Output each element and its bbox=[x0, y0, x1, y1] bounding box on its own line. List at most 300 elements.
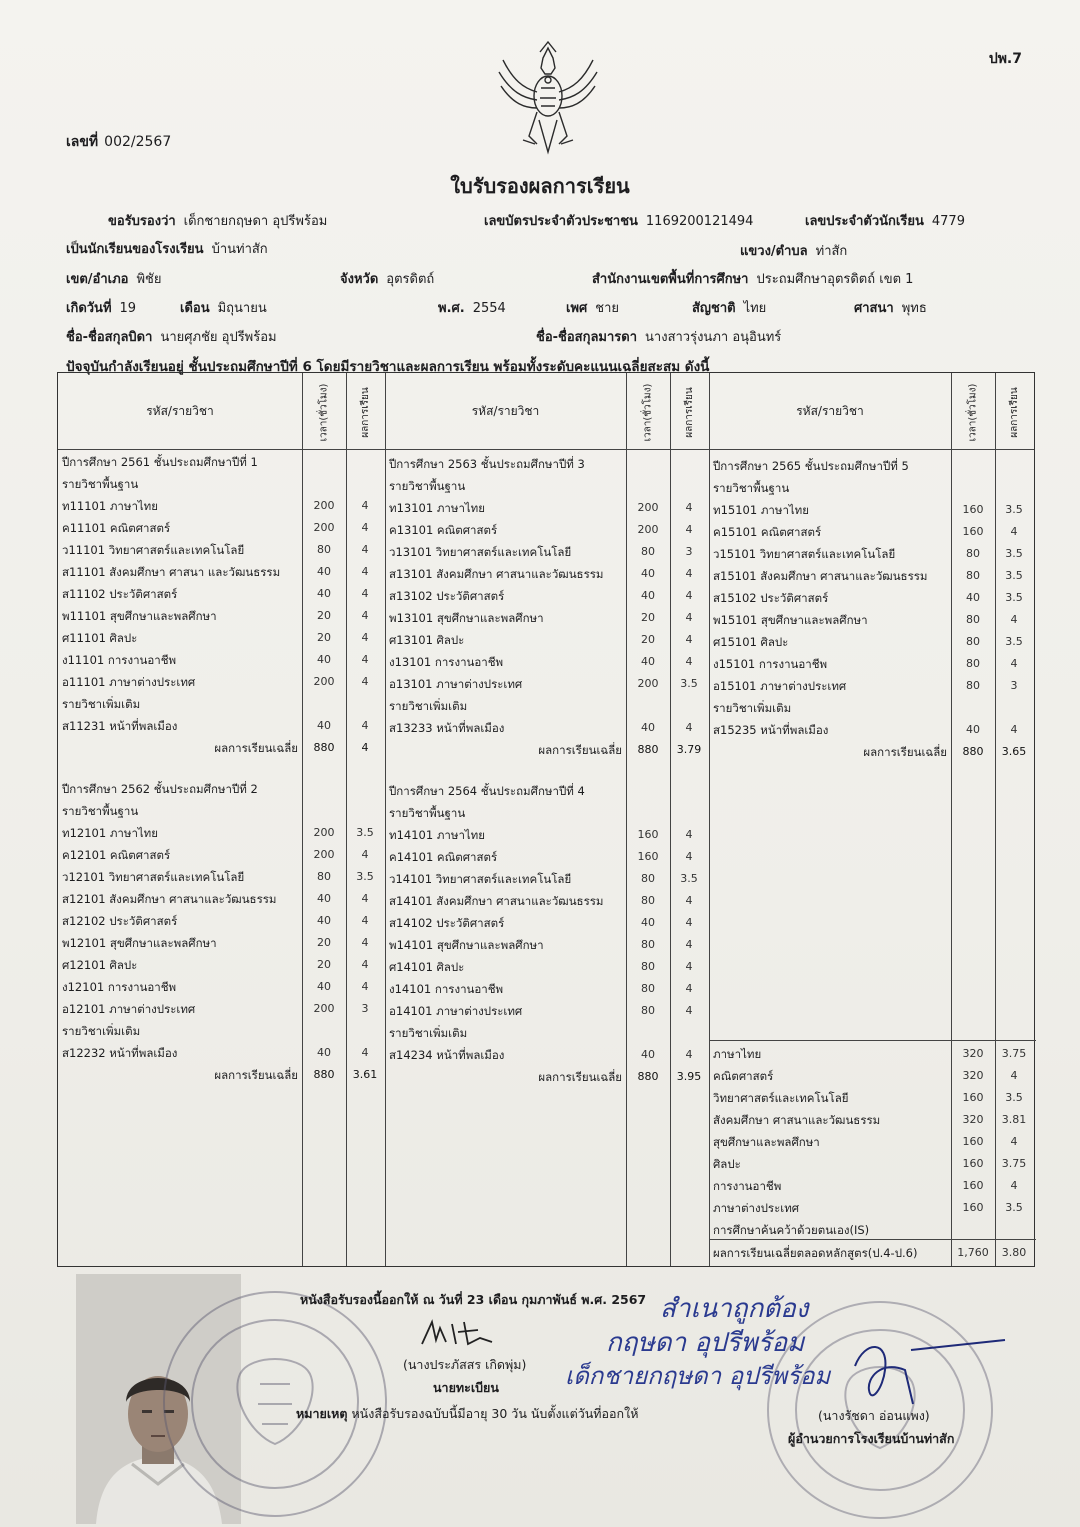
subject-row bbox=[709, 631, 1034, 653]
subject-row bbox=[709, 477, 1034, 499]
subject-name: ศ12101 ศิลปะ bbox=[62, 958, 138, 972]
subject-grade: 4 bbox=[361, 499, 369, 512]
summary-hours: 160 bbox=[962, 1157, 984, 1170]
subject-name: ว11101 วิทยาศาสตร์และเทคโนโลยี bbox=[62, 543, 245, 557]
school-label: เป็นนักเรียนของโรงเรียน bbox=[66, 242, 204, 257]
subject-row bbox=[58, 866, 385, 888]
subject-hours: 80 bbox=[641, 960, 655, 973]
summary-grade: 3.75 bbox=[1001, 1157, 1027, 1170]
summary-subject: คณิตศาสตร์ bbox=[713, 1069, 774, 1083]
summary-row bbox=[709, 1043, 1036, 1065]
subject-hours: 20 bbox=[641, 633, 655, 646]
average-row bbox=[58, 1064, 385, 1086]
summary-subject: วิทยาศาสตร์และเทคโนโลยี bbox=[713, 1091, 849, 1105]
subject-row bbox=[385, 912, 709, 934]
summary-subject: การงานอาชีพ bbox=[713, 1179, 782, 1193]
subject-grade: 4 bbox=[361, 609, 369, 622]
subject-hours: 40 bbox=[317, 892, 331, 905]
column-header-grade bbox=[995, 377, 1034, 447]
subject-hours: 80 bbox=[641, 938, 655, 951]
handwritten-certified-copy: สำเนาถูกต้อง bbox=[660, 1294, 809, 1324]
column-header-hours bbox=[626, 377, 670, 447]
subject-row bbox=[58, 671, 385, 693]
garuda-emblem bbox=[493, 40, 603, 158]
district-value: พิชัย bbox=[136, 272, 162, 287]
subject-grade: 4 bbox=[685, 982, 693, 995]
subject-grade: 3.5 bbox=[1005, 547, 1023, 560]
subject-name: ท12101 ภาษาไทย bbox=[62, 826, 158, 840]
registrar-signature bbox=[418, 1316, 508, 1350]
subject-name: ท14101 ภาษาไทย bbox=[389, 828, 485, 842]
subject-hours: 80 bbox=[966, 547, 980, 560]
subject-name: ง14101 การงานอาชีพ bbox=[389, 982, 504, 996]
subject-row bbox=[385, 453, 709, 475]
summary-row bbox=[709, 1175, 1036, 1197]
subject-name: รายวิชาพื้นฐาน bbox=[713, 481, 790, 495]
subject-hours: 40 bbox=[641, 589, 655, 602]
subject-row bbox=[709, 499, 1034, 521]
subject-hours: 80 bbox=[641, 545, 655, 558]
sex-label: เพศ bbox=[566, 301, 588, 316]
school-value: บ้านท่าสัก bbox=[211, 242, 268, 257]
subject-row bbox=[385, 717, 709, 739]
mother bbox=[536, 326, 781, 347]
father-value: นายศุภชัย อุปรีพร้อม bbox=[160, 330, 277, 345]
hours-header-label: เวลา(ชั่วโมง) bbox=[967, 383, 979, 441]
subject-name: รายวิชาพื้นฐาน bbox=[62, 477, 139, 491]
subject-grade: 4 bbox=[685, 850, 693, 863]
subject-grade: 4 bbox=[361, 848, 369, 861]
grade-header-label: ผลการเรียน bbox=[684, 386, 696, 438]
registrar-name: (นางประภัสสร เกิดพุ่ม) bbox=[403, 1357, 527, 1372]
subject-grade: 4 bbox=[361, 914, 369, 927]
subject-row bbox=[385, 585, 709, 607]
subject-name: ง12101 การงานอาชีพ bbox=[62, 980, 177, 994]
subject-grade: 4 bbox=[361, 892, 369, 905]
form-code: ปพ.7 bbox=[988, 51, 1022, 67]
subject-row bbox=[385, 519, 709, 541]
subject-row bbox=[58, 517, 385, 539]
subject-grade: 4 bbox=[685, 1048, 693, 1061]
dob-day-value: 19 bbox=[119, 301, 137, 316]
subject-name: ค12101 คณิตศาสตร์ bbox=[62, 848, 171, 862]
subject-name: ค11101 คณิตศาสตร์ bbox=[62, 521, 171, 535]
subject-grade: 4 bbox=[361, 1046, 369, 1059]
subject-row bbox=[385, 824, 709, 846]
subject-hours: 20 bbox=[641, 611, 655, 624]
subject-grade: 3.5 bbox=[680, 872, 698, 885]
subject-name: ค13101 คณิตศาสตร์ bbox=[389, 523, 498, 537]
column-header-hours bbox=[951, 377, 995, 447]
subject-row bbox=[58, 539, 385, 561]
column-header-subject: รหัส/รายวิชา bbox=[471, 403, 540, 418]
subject-name: ปีการศึกษา 2564 ชั้นประถมศึกษาปีที่ 4 bbox=[389, 784, 585, 798]
page-title: ใบรับรองผลการเรียน bbox=[450, 174, 630, 198]
subject-grade: 3.95 bbox=[676, 1070, 702, 1083]
subject-hours: 880 bbox=[637, 1070, 659, 1083]
subject-row bbox=[709, 697, 1034, 719]
summary-subject: สังคมศึกษา ศาสนาและวัฒนธรรม bbox=[713, 1113, 881, 1127]
hours-header-label: เวลา(ชั่วโมง) bbox=[318, 383, 330, 441]
subject-grade: 4 bbox=[1010, 525, 1018, 538]
overall-average-label: ผลการเรียนเฉลี่ยตลอดหลักสูตร(ป.4-ป.6) bbox=[713, 1246, 918, 1260]
intro-text: ปัจจุบันกำลังเรียนอยู่ ชั้นประถมศึกษาปีที่ 6 โดยมีรายวิชาและผลการเรียน พร้อมทั้งระดับคะแนนเฉลี่ยสะสม ดังนี้ bbox=[66, 359, 710, 375]
overall-average-row bbox=[709, 1242, 1036, 1264]
subject-name: ว13101 วิทยาศาสตร์และเทคโนโลยี bbox=[389, 545, 572, 559]
subject-hours: 40 bbox=[317, 1046, 331, 1059]
subject-row bbox=[58, 693, 385, 715]
student-name: เด็กชายกฤษดา อุปรีพร้อม bbox=[183, 214, 328, 229]
subject-row bbox=[385, 1000, 709, 1022]
registrar-title: นายทะเบียน bbox=[433, 1380, 499, 1395]
handwritten-student-name: กฤษดา อุปรีพร้อม bbox=[606, 1328, 805, 1358]
director-signature bbox=[845, 1330, 1015, 1410]
subject-name: ง15101 การงานอาชีพ bbox=[713, 657, 828, 671]
subject-row bbox=[709, 455, 1034, 477]
subject-name: รายวิชาเพิ่มเติม bbox=[389, 699, 468, 713]
subject-row bbox=[58, 844, 385, 866]
summary-row bbox=[709, 1197, 1036, 1219]
mother-value: นางสาวรุ่งนภา อนุอินทร์ bbox=[645, 330, 782, 345]
subject-hours: 880 bbox=[313, 741, 335, 754]
subject-row bbox=[58, 976, 385, 998]
area-value: ประถมศึกษาอุตรดิตถ์ เขต 1 bbox=[756, 272, 914, 287]
subject-grade: 3 bbox=[361, 1002, 369, 1015]
column-header-grade bbox=[670, 377, 709, 447]
summary-grade: 3.75 bbox=[1001, 1047, 1027, 1060]
student-id-value: 4779 bbox=[931, 214, 965, 229]
summary-subject: ภาษาไทย bbox=[713, 1047, 762, 1061]
subject-grade: 4 bbox=[361, 675, 369, 688]
subject-hours: 80 bbox=[641, 982, 655, 995]
subject-hours: 40 bbox=[317, 980, 331, 993]
subject-name: ปีการศึกษา 2562 ชั้นประถมศึกษาปีที่ 2 bbox=[62, 782, 258, 796]
column-header-grade bbox=[346, 377, 385, 447]
district-label: เขต/อำเภอ bbox=[66, 272, 129, 287]
subject-hours: 20 bbox=[317, 936, 331, 949]
subject-name: ส11102 ประวัติศาสตร์ bbox=[62, 587, 178, 601]
doc-no-label: เลขที่ bbox=[66, 134, 99, 150]
subject-hours: 40 bbox=[641, 916, 655, 929]
citizen-id bbox=[484, 210, 753, 231]
subject-hours: 200 bbox=[313, 521, 335, 534]
subdistrict-label: แขวง/ตำบล bbox=[740, 244, 808, 259]
subject-row bbox=[58, 473, 385, 495]
subject-hours: 80 bbox=[966, 635, 980, 648]
subject-name: ง13101 การงานอาชีพ bbox=[389, 655, 504, 669]
summary-row bbox=[709, 1131, 1036, 1153]
subject-name: ว14101 วิทยาศาสตร์และเทคโนโลยี bbox=[389, 872, 572, 886]
subject-name: รายวิชาพื้นฐาน bbox=[389, 806, 466, 820]
handwritten-full-name: เด็กชายกฤษดา อุปรีพร้อม bbox=[565, 1362, 831, 1390]
subject-hours: 40 bbox=[641, 721, 655, 734]
subject-row bbox=[58, 778, 385, 800]
summary-hours: 320 bbox=[962, 1047, 984, 1060]
subject-name: ส11231 หน้าที่พลเมือง bbox=[62, 719, 178, 733]
subject-name: ว15101 วิทยาศาสตร์และเทคโนโลยี bbox=[713, 547, 896, 561]
subject-name: พ12101 สุขศึกษาและพลศึกษา bbox=[62, 936, 217, 950]
subject-name: ส13101 สังคมศึกษา ศาสนาและวัฒนธรรม bbox=[389, 567, 604, 581]
subject-hours: 40 bbox=[317, 565, 331, 578]
subject-row bbox=[58, 954, 385, 976]
subject-grade: 4 bbox=[685, 828, 693, 841]
subject-hours: 80 bbox=[966, 613, 980, 626]
summary-row bbox=[709, 1087, 1036, 1109]
subject-grade: 3.5 bbox=[680, 677, 698, 690]
subject-row bbox=[58, 451, 385, 473]
subject-name: รายวิชาพื้นฐาน bbox=[389, 479, 466, 493]
subject-name: ส12232 หน้าที่พลเมือง bbox=[62, 1046, 178, 1060]
summary-grade: 3.81 bbox=[1001, 1113, 1027, 1126]
subject-hours: 20 bbox=[317, 958, 331, 971]
subject-hours: 40 bbox=[317, 914, 331, 927]
student-id-label: เลขประจำตัวนักเรียน bbox=[805, 214, 924, 229]
summary-subject: การศึกษาค้นคว้าด้วยตนเอง(IS) bbox=[713, 1223, 870, 1237]
overall-grade: 3.80 bbox=[1001, 1246, 1027, 1259]
subject-grade: 3.5 bbox=[1005, 569, 1023, 582]
summary-hours: 320 bbox=[962, 1113, 984, 1126]
subject-row bbox=[709, 521, 1034, 543]
subject-name: อ13101 ภาษาต่างประเทศ bbox=[389, 677, 523, 691]
summary-grade: 3.5 bbox=[1005, 1091, 1023, 1104]
summary-hours: 320 bbox=[962, 1069, 984, 1082]
subject-grade: 3 bbox=[685, 545, 693, 558]
subject-name: รายวิชาเพิ่มเติม bbox=[389, 1026, 468, 1040]
subject-name: ส15102 ประวัติศาสตร์ bbox=[713, 591, 829, 605]
subject-name: ท15101 ภาษาไทย bbox=[713, 503, 809, 517]
average-label: ผลการเรียนเฉลี่ย bbox=[538, 1070, 622, 1084]
subject-name: ปีการศึกษา 2561 ชั้นประถมศึกษาปีที่ 1 bbox=[62, 455, 258, 469]
student-id bbox=[805, 210, 965, 231]
subject-hours: 160 bbox=[962, 503, 984, 516]
subject-row bbox=[385, 934, 709, 956]
dob-day bbox=[66, 297, 136, 318]
subject-hours: 80 bbox=[641, 894, 655, 907]
subject-row bbox=[58, 998, 385, 1020]
subject-hours: 200 bbox=[637, 677, 659, 690]
subject-grade: 4 bbox=[685, 523, 693, 536]
subject-grade: 4 bbox=[361, 980, 369, 993]
subject-row bbox=[58, 495, 385, 517]
summary-subject: ศิลปะ bbox=[713, 1157, 741, 1171]
dob-month-value: มิถุนายน bbox=[217, 301, 267, 316]
summary-row bbox=[709, 1065, 1036, 1087]
subject-row bbox=[58, 822, 385, 844]
grade-header-label: ผลการเรียน bbox=[360, 386, 372, 438]
subject-name: ศ14101 ศิลปะ bbox=[389, 960, 465, 974]
subject-row bbox=[58, 932, 385, 954]
province bbox=[340, 268, 434, 289]
subject-grade: 4 bbox=[685, 611, 693, 624]
subject-grade: 3 bbox=[1010, 679, 1018, 692]
subject-name: รายวิชาเพิ่มเติม bbox=[62, 697, 141, 711]
subject-hours: 200 bbox=[313, 499, 335, 512]
subject-name: ส12102 ประวัติศาสตร์ bbox=[62, 914, 178, 928]
subject-name: รายวิชาพื้นฐาน bbox=[62, 804, 139, 818]
subject-name: ส11101 สังคมศึกษา ศาสนา และวัฒนธรรม bbox=[62, 565, 281, 579]
column-header-hours bbox=[302, 377, 346, 447]
subject-hours: 80 bbox=[641, 872, 655, 885]
average-row bbox=[709, 741, 1034, 763]
subject-grade: 4 bbox=[1010, 613, 1018, 626]
subject-name: ศ13101 ศิลปะ bbox=[389, 633, 465, 647]
province-value: อุตรดิตถ์ bbox=[386, 272, 435, 287]
average-row bbox=[385, 1066, 709, 1088]
subject-name: ส13233 หน้าที่พลเมือง bbox=[389, 721, 505, 735]
subject-grade: 4 bbox=[361, 719, 369, 732]
subject-name: ท11101 ภาษาไทย bbox=[62, 499, 158, 513]
issued-statement: หนังสือรับรองนี้ออกให้ ณ วันที่ 23 เดือน กุมภาพันธ์ พ.ศ. 2567 bbox=[300, 1292, 647, 1307]
subject-row bbox=[385, 607, 709, 629]
summary-grade: 4 bbox=[1010, 1069, 1018, 1082]
district bbox=[66, 268, 161, 289]
subject-grade: 4 bbox=[361, 521, 369, 534]
subject-row bbox=[385, 846, 709, 868]
subject-grade: 4 bbox=[361, 936, 369, 949]
average-row bbox=[58, 737, 385, 759]
subject-hours: 40 bbox=[966, 723, 980, 736]
subject-hours: 40 bbox=[317, 719, 331, 732]
subject-hours: 40 bbox=[641, 655, 655, 668]
note-label: หมายเหตุ bbox=[296, 1406, 348, 1421]
subject-row bbox=[58, 715, 385, 737]
month-label: เดือน bbox=[180, 301, 210, 316]
subject-row bbox=[58, 561, 385, 583]
subject-hours: 160 bbox=[637, 828, 659, 841]
subject-hours: 40 bbox=[317, 587, 331, 600]
subject-row bbox=[385, 1044, 709, 1066]
subject-name: รายวิชาเพิ่มเติม bbox=[62, 1024, 141, 1038]
subject-row bbox=[385, 868, 709, 890]
subject-row bbox=[58, 910, 385, 932]
summary-grade: 3.5 bbox=[1005, 1201, 1023, 1214]
subject-grade: 3.61 bbox=[352, 1068, 378, 1081]
subject-row bbox=[385, 890, 709, 912]
year-label: พ.ศ. bbox=[438, 301, 465, 316]
subject-hours: 80 bbox=[317, 543, 331, 556]
subject-row bbox=[709, 543, 1034, 565]
subject-name: พ13101 สุขศึกษาและพลศึกษา bbox=[389, 611, 544, 625]
average-row bbox=[385, 739, 709, 761]
subject-name: ศ11101 ศิลปะ bbox=[62, 631, 138, 645]
subject-grade: 4 bbox=[685, 960, 693, 973]
subject-row bbox=[385, 673, 709, 695]
subject-name: ส14102 ประวัติศาสตร์ bbox=[389, 916, 505, 930]
subject-hours: 200 bbox=[637, 523, 659, 536]
subject-grade: 4 bbox=[685, 938, 693, 951]
subject-row bbox=[709, 587, 1034, 609]
subject-name: ส15235 หน้าที่พลเมือง bbox=[713, 723, 829, 737]
subject-name: ค15101 คณิตศาสตร์ bbox=[713, 525, 822, 539]
nationality bbox=[692, 297, 766, 318]
subject-hours: 80 bbox=[641, 1004, 655, 1017]
subject-grade: 3.5 bbox=[356, 826, 374, 839]
subject-row bbox=[58, 888, 385, 910]
subject-row bbox=[385, 1022, 709, 1044]
subject-grade: 4 bbox=[685, 633, 693, 646]
nationality-label: สัญชาติ bbox=[692, 301, 736, 316]
subject-hours: 200 bbox=[637, 501, 659, 514]
subject-row bbox=[385, 629, 709, 651]
summary-subject: สุขศึกษาและพลศึกษา bbox=[713, 1135, 820, 1149]
director-title: ผู้อำนวยการโรงเรียนบ้านท่าสัก bbox=[788, 1431, 955, 1446]
subject-hours: 80 bbox=[966, 679, 980, 692]
subject-grade: 4 bbox=[361, 741, 369, 754]
sex bbox=[566, 297, 619, 318]
subject-name: พ11101 สุขศึกษาและพลศึกษา bbox=[62, 609, 217, 623]
area-label: สำนักงานเขตพื้นที่การศึกษา bbox=[592, 272, 749, 287]
subject-grade: 4 bbox=[361, 653, 369, 666]
subject-row bbox=[58, 1020, 385, 1042]
subject-hours: 200 bbox=[313, 675, 335, 688]
subject-row bbox=[385, 541, 709, 563]
religion-value: พุทธ bbox=[901, 301, 927, 316]
overall-hours: 1,760 bbox=[957, 1246, 989, 1259]
subject-grade: 4 bbox=[361, 958, 369, 971]
average-label: ผลการเรียนเฉลี่ย bbox=[863, 745, 947, 759]
average-label: ผลการเรียนเฉลี่ย bbox=[214, 1068, 298, 1082]
father bbox=[66, 326, 277, 347]
summary-hours: 160 bbox=[962, 1091, 984, 1104]
certify-label: ขอรับรองว่า bbox=[108, 214, 176, 229]
subject-grade: 4 bbox=[685, 894, 693, 907]
dob-year bbox=[438, 297, 506, 318]
sex-value: ชาย bbox=[595, 301, 620, 316]
subject-hours: 200 bbox=[313, 826, 335, 839]
subject-hours: 880 bbox=[962, 745, 984, 758]
subject-name: พ14101 สุขศึกษาและพลศึกษา bbox=[389, 938, 544, 952]
subject-name: ง11101 การงานอาชีพ bbox=[62, 653, 177, 667]
subject-grade: 4 bbox=[361, 543, 369, 556]
subject-row bbox=[709, 609, 1034, 631]
summary-grade: 4 bbox=[1010, 1135, 1018, 1148]
subject-row bbox=[385, 651, 709, 673]
document-number bbox=[66, 131, 171, 153]
subject-grade: 4 bbox=[685, 916, 693, 929]
certify-line bbox=[108, 210, 327, 231]
summary-grade: 4 bbox=[1010, 1179, 1018, 1192]
subject-hours: 80 bbox=[317, 870, 331, 883]
summary-hours: 160 bbox=[962, 1135, 984, 1148]
subject-hours: 20 bbox=[317, 609, 331, 622]
subject-grade: 3.5 bbox=[1005, 635, 1023, 648]
doc-no-value: 002/2567 bbox=[104, 134, 172, 150]
subject-grade: 4 bbox=[685, 1004, 693, 1017]
summary-row bbox=[709, 1153, 1036, 1175]
subject-row bbox=[385, 563, 709, 585]
school-line bbox=[66, 238, 268, 259]
subject-name: ท13101 ภาษาไทย bbox=[389, 501, 485, 515]
header-divider bbox=[58, 449, 1034, 450]
summary-row bbox=[709, 1219, 1036, 1241]
subject-hours: 80 bbox=[966, 569, 980, 582]
subject-name: รายวิชาเพิ่มเติม bbox=[713, 701, 792, 715]
dob-year-value: 2554 bbox=[472, 301, 506, 316]
nationality-value: ไทย bbox=[743, 301, 767, 316]
subject-row bbox=[385, 956, 709, 978]
subject-hours: 40 bbox=[641, 1048, 655, 1061]
subject-name: ปีการศึกษา 2565 ชั้นประถมศึกษาปีที่ 5 bbox=[713, 459, 909, 473]
subject-hours: 40 bbox=[966, 591, 980, 604]
dob-month bbox=[180, 297, 267, 318]
subject-grade: 4 bbox=[361, 565, 369, 578]
subject-row bbox=[709, 565, 1034, 587]
subject-name: ส12101 สังคมศึกษา ศาสนาและวัฒนธรรม bbox=[62, 892, 277, 906]
subject-hours: 880 bbox=[637, 743, 659, 756]
subject-row bbox=[58, 605, 385, 627]
column-header-subject: รหัส/รายวิชา bbox=[146, 403, 214, 418]
subject-hours: 40 bbox=[641, 567, 655, 580]
